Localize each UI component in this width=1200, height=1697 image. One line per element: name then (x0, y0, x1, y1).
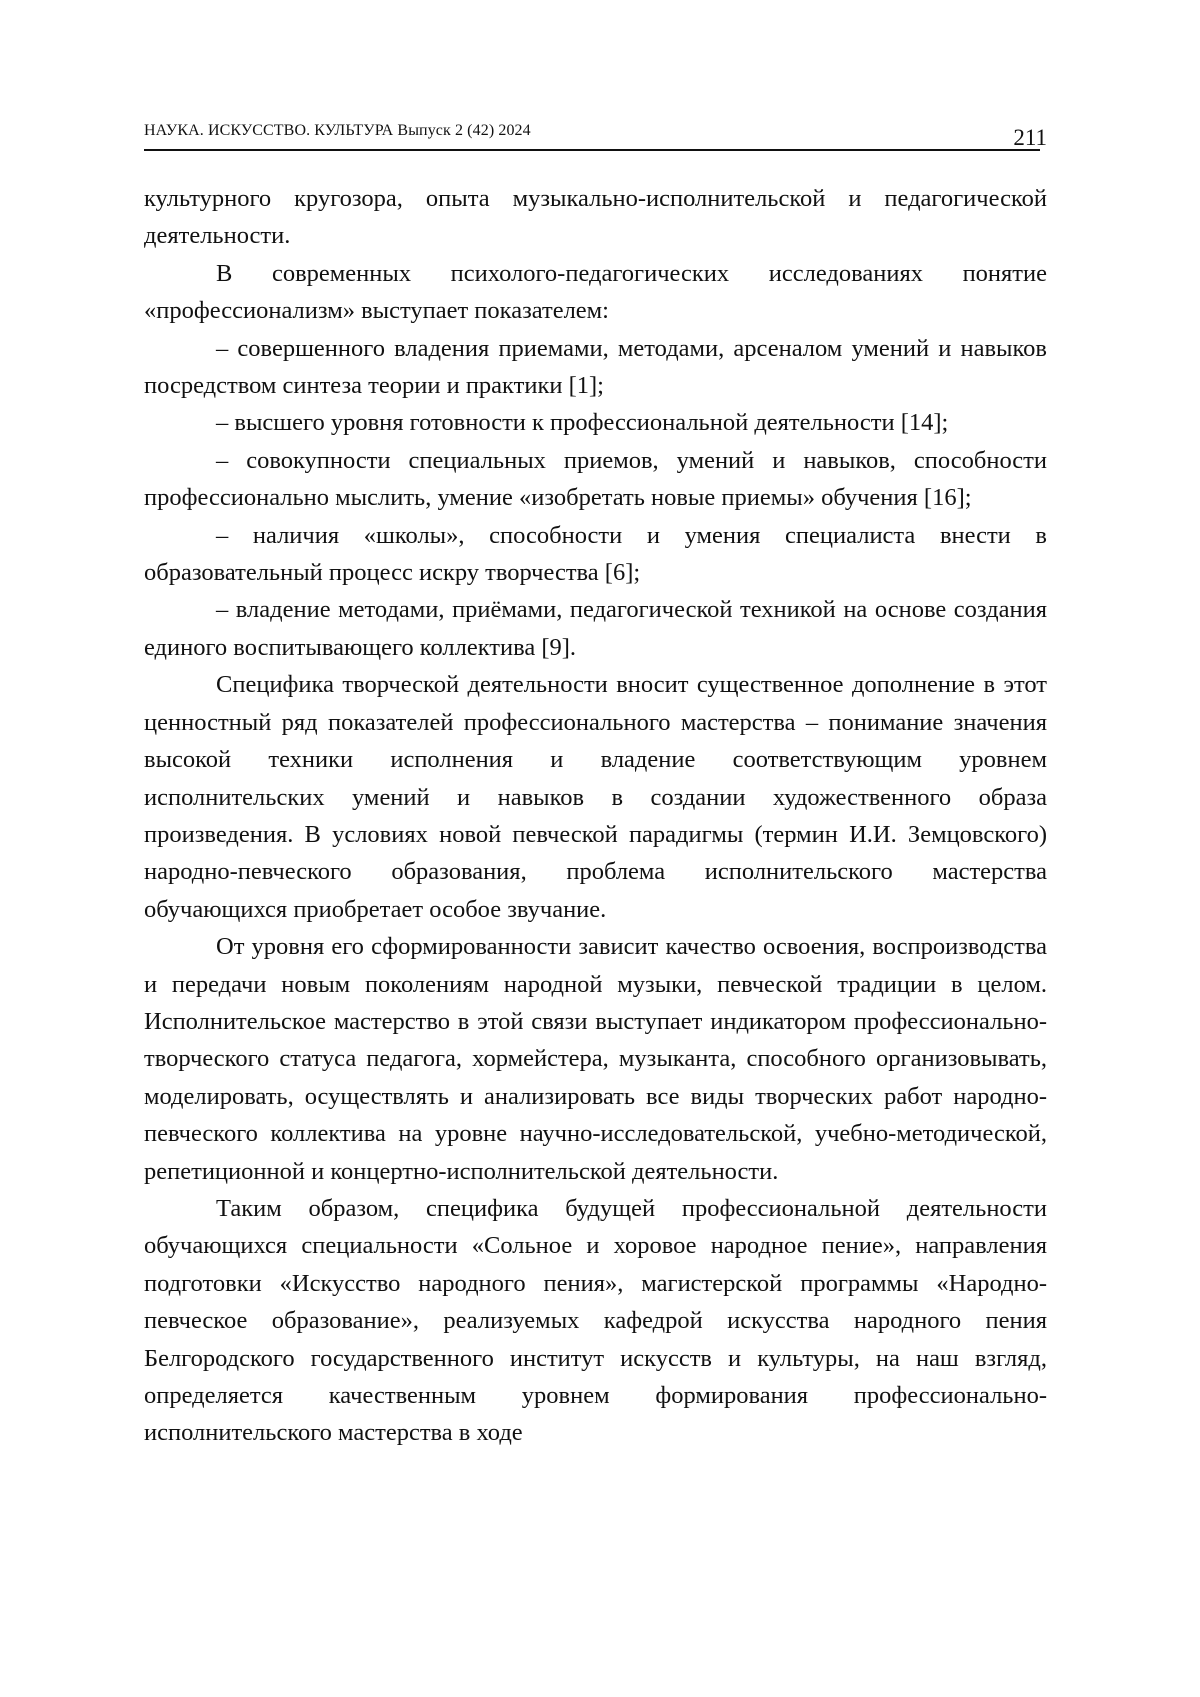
list-item: – наличия «школы», способности и умения специалиста внести в образовательный процесс искру творчества [6]; (144, 517, 1047, 592)
header-rule (144, 149, 1040, 151)
paragraph-creative-specifics: Специфика творческой деятельности вносит существенное дополнение в этот ценностный ряд показателей профессионального мастерства – понимание значения высокой техники исполнения и владение соответствующим уровнем исполнительских умений и навыков в создании художественного образа произведения. В условиях новой певческой парадигмы (термин И.И. Земцовского) народно-певческого образования, проблема исполнительского мастерства обучающихся приобретает особое звучание. (144, 666, 1047, 928)
list-item: – высшего уровня готовности к профессиональной деятельности [14]; (144, 404, 1047, 441)
paragraph-continuation: культурного кругозора, опыта музыкально-исполнительской и педагогической деятельности. (144, 180, 1047, 255)
list-item: – совершенного владения приемами, методами, арсеналом умений и навыков посредством синтеза теории и практики [1]; (144, 330, 1047, 405)
page-number: 211 (1013, 125, 1047, 151)
article-body (144, 180, 1047, 1452)
list-item: – совокупности специальных приемов, умений и навыков, способности профессионально мыслить, умение «изобретать новые приемы» обучения [16]; (144, 442, 1047, 517)
paragraph-conclusion: Таким образом, специфика будущей профессиональной деятельности обучающихся специальности «Сольное и хоровое народное пение», направления подготовки «Искусство народного пения», магистерской программы «Народно-певческое образование», реализуемых кафедрой искусства народного пения Белгородского государственного институт искусств и культуры, на наш взгляд, определяется качественным уровнем формирования профессионально-исполнительского мастерства в ходе (144, 1190, 1047, 1452)
running-header (144, 121, 1047, 161)
paragraph-performance-mastery: От уровня его сформированности зависит качество освоения, воспроизводства и передачи новым поколениям народной музыки, певческой традиции в целом. Исполнительское мастерство в этой связи выступает индикатором профессионально-творческого статуса педагога, хормейстера, музыканта, способного организовывать, моделировать, осуществлять и анализировать все виды творческих работ народно-певческого коллектива на уровне научно-исследовательской, учебно-методической, репетиционной и концертно-исполнительской деятельности. (144, 928, 1047, 1190)
paragraph-professionalism-intro: В современных психолого-педагогических исследованиях понятие «профессионализм» выступает показателем: (144, 255, 1047, 330)
journal-title: НАУКА. ИСКУССТВО. КУЛЬТУРА Выпуск 2 (42) 2024 (144, 121, 531, 141)
list-item: – владение методами, приёмами, педагогической техникой на основе создания единого воспитывающего коллектива [9]. (144, 591, 1047, 666)
journal-page (0, 0, 1200, 1697)
